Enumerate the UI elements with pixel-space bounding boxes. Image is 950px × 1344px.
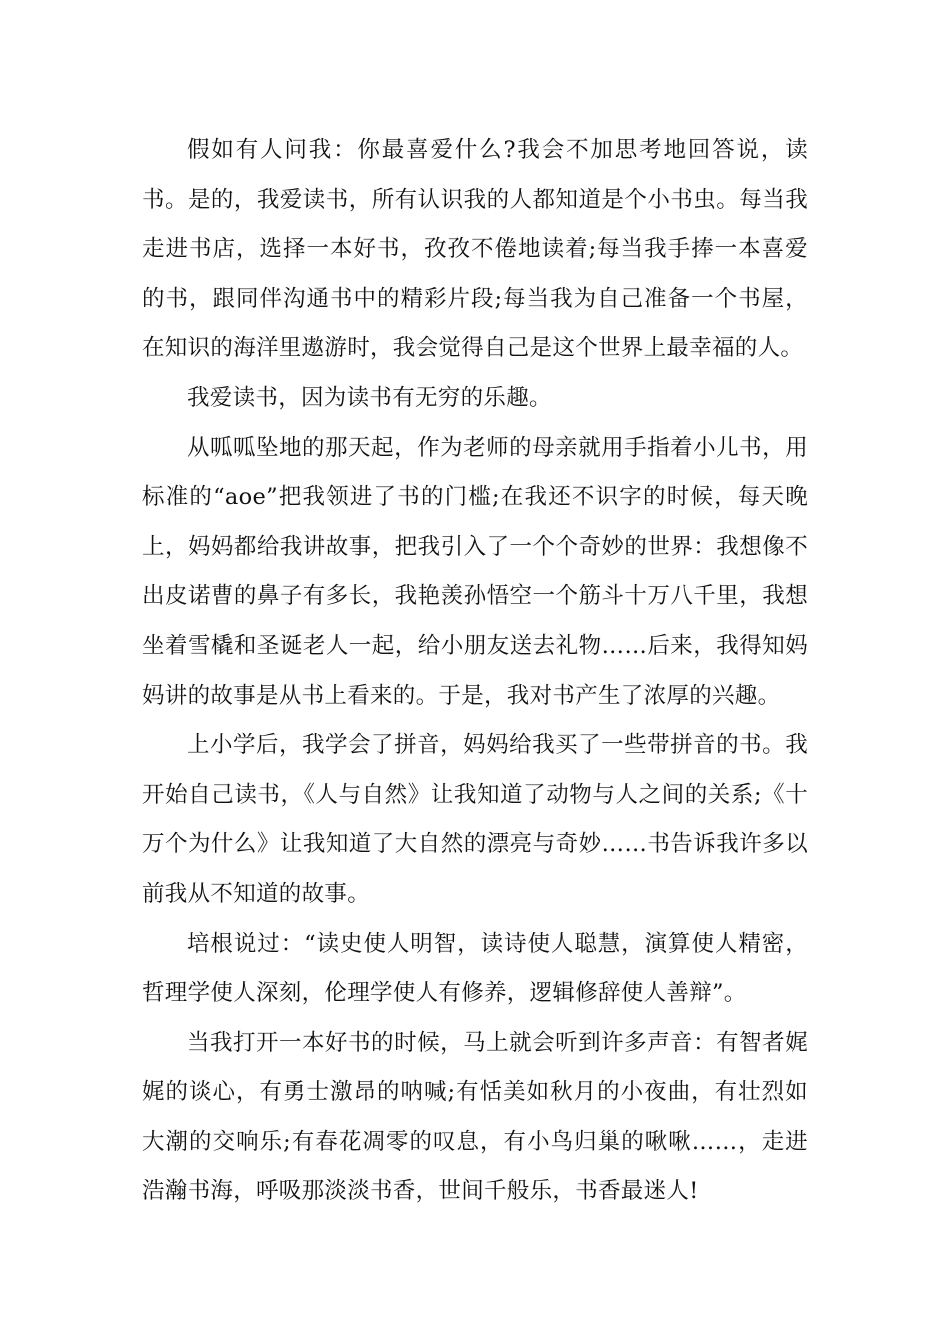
essay-body	[142, 126, 808, 1217]
paragraph-2: 我爱读书，因为读书有无穷的乐趣。	[187, 384, 552, 411]
paragraph-5: 培根说过：“读史使人明智，读诗使人聪慧，演算使人精密，哲理学使人深刻，伦理学使人有修养，逻辑修辞使人善辩”。	[142, 930, 808, 1007]
paragraph-3: 从呱呱坠地的那天起，作为老师的母亲就用手指着小儿书，用标准的“aoe”把我领进了书的门槛;在我还不识字的时候，每天晚上，妈妈都给我讲故事，把我引入了一个个奇妙的世界：我想像不出皮诺曹的鼻子有多长，我艳羡孙悟空一个筋斗十万八千里，我想坐着雪橇和圣诞老人一起，给小朋友送去礼物……后来，我得知妈妈讲的故事是从书上看来的。于是，我对书产生了浓厚的兴趣。	[142, 434, 808, 709]
paragraph-4: 上小学后，我学会了拼音，妈妈给我买了一些带拼音的书。我开始自己读书，《人与自然》让我知道了动物与人之间的关系;《十万个为什么》让我知道了大自然的漂亮与奇妙……书告诉我许多以前我从不知道的故事。	[142, 732, 808, 907]
paragraph-6: 当我打开一本好书的时候，马上就会听到许多声音：有智者娓娓的谈心，有勇士激昂的呐喊;有恬美如秋月的小夜曲，有壮烈如大潮的交响乐;有春花凋零的叹息，有小鸟归巢的啾啾……，走进浩瀚书海，呼吸那淡淡书香，世间千般乐，书香最迷人!	[142, 1029, 808, 1205]
paragraph-1: 假如有人问我：你最喜爱什么?我会不加思考地回答说，读书。是的，我爱读书，所有认识我的人都知道是个小书虫。每当我走进书店，选择一本好书，孜孜不倦地读着;每当我手捧一本喜爱的书，跟同伴沟通书中的精彩片段;每当我为自己准备一个书屋，在知识的海洋里遨游时，我会觉得自己是这个世界上最幸福的人。	[142, 137, 808, 362]
